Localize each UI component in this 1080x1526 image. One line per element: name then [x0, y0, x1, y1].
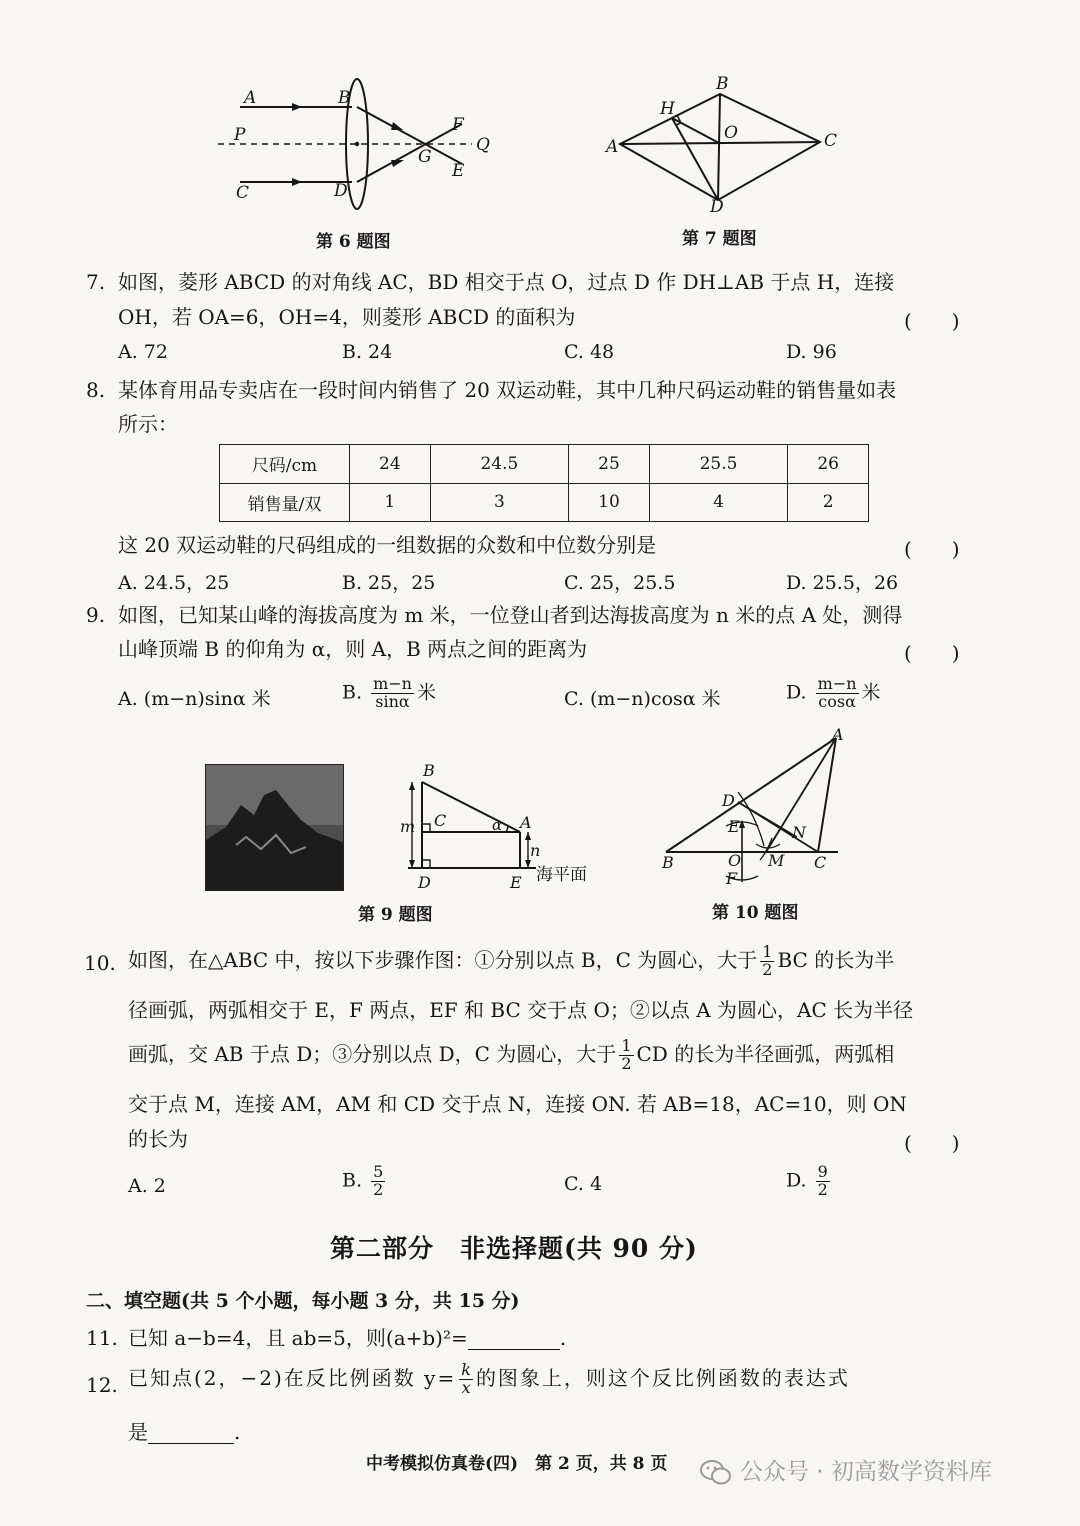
q10-line3-fraction	[619, 1038, 633, 1073]
fig10-label-f: F	[726, 869, 738, 888]
figure-6-caption: 第 6 题图	[316, 232, 391, 252]
table-cell: 2	[788, 483, 869, 522]
fig6-label-f: F	[452, 115, 464, 135]
q10-line1-start: 如图，在△ABC 中，按以下步骤作图：①分别以点 B，C 为圆心，大于	[128, 947, 758, 972]
q12-end: .	[234, 1420, 241, 1444]
q10-option-b	[342, 1164, 388, 1199]
q9-option-b-prefix: B.	[342, 681, 363, 704]
table-cell: 10	[569, 483, 650, 522]
fraction-denominator: 2	[373, 1179, 384, 1199]
fig9-label-c: C	[434, 811, 447, 830]
q8-option-b: B. 25，25	[342, 572, 436, 594]
q10-option-b-prefix: B.	[342, 1169, 363, 1192]
q10-text-line2: 径画弧，两弧相交于 E，F 两点，EF 和 BC 交于点 O；②以点 A 为圆心，AC 长为半径	[128, 998, 914, 1022]
mountain-photo	[205, 764, 344, 891]
q7-option-c: C. 48	[564, 341, 615, 363]
fig7-label-d: D	[710, 197, 724, 214]
q7-option-b: B. 24	[342, 341, 393, 363]
q9-option-d-prefix: D.	[786, 681, 807, 704]
q7-text-line1: 如图，菱形 ABCD 的对角线 AC，BD 相交于点 O，过点 D 作 DH⊥AB 于点 H，连接	[118, 270, 895, 294]
part-two-title: 第二部分 非选择题(共 90 分)	[330, 1234, 698, 1263]
fig6-label-q: Q	[476, 135, 490, 155]
q7-answer-paren: ( )	[904, 309, 960, 333]
fig10-label-c: C	[814, 853, 827, 872]
q9-option-c: C. (m−n)cosα 米	[564, 688, 721, 710]
q10-option-b-fraction	[371, 1164, 385, 1199]
q9-option-d	[786, 676, 881, 711]
fig9-label-a: A	[520, 813, 532, 832]
q10-number: 10.	[84, 951, 116, 975]
fraction-denominator: cosα	[818, 691, 856, 711]
q10-answer-paren: ( )	[904, 1131, 960, 1155]
q12-number: 12.	[86, 1373, 118, 1397]
q8-text-line2: 所示：	[118, 412, 178, 436]
table-cell: 4	[649, 483, 787, 522]
figure-7-caption: 第 7 题图	[682, 229, 757, 249]
q12-end-of-line: 的图象上，则这个反比例函数的表达式	[475, 1365, 850, 1390]
fraction-denominator: 2	[621, 1053, 632, 1073]
fig7-label-c: C	[824, 131, 838, 151]
fig10-label-o: O	[728, 851, 742, 870]
q11-end: .	[559, 1326, 567, 1350]
fig7-label-h: H	[660, 99, 675, 119]
q12-start: 已知点(2，−2)在反比例函数 y=	[128, 1365, 457, 1390]
q12-text-line2	[128, 1420, 240, 1444]
q11-question: 已知 a−b=4，且 ab=5，则(a+b)²=	[128, 1326, 468, 1350]
watermark-text: 公众号 · 初高数学资料库	[740, 1459, 992, 1485]
q7-option-d: D. 96	[786, 341, 837, 363]
table-cell: 1	[350, 483, 431, 522]
q10-text-line3	[128, 1038, 894, 1073]
q9-option-b-unit: 米	[416, 681, 436, 704]
table-cell: 25.5	[649, 445, 787, 484]
fig10-label-m: M	[768, 851, 785, 870]
fraction-numerator: 9	[817, 1162, 828, 1181]
fig10-label-a: A	[832, 726, 844, 744]
fig9-label-e: E	[510, 873, 522, 892]
fig6-label-g: G	[418, 147, 432, 167]
figure-10-caption: 第 10 题图	[712, 903, 799, 923]
q11-number: 11.	[86, 1326, 118, 1350]
q12-line2-start: 是	[128, 1420, 148, 1444]
fig6-label-c: C	[236, 183, 250, 203]
table-row	[220, 483, 869, 522]
q8-number: 8.	[86, 378, 106, 402]
q10-option-a: A. 2	[128, 1175, 166, 1197]
q8-answer-paren: ( )	[904, 537, 960, 561]
fig9-label-alpha: α	[492, 816, 503, 834]
q10-line1-fraction	[760, 944, 774, 979]
fig10-label-e: E	[728, 817, 740, 836]
q8-option-a: A. 24.5，25	[118, 572, 230, 594]
q8-text-line3: 这 20 双运动鞋的尺码组成的一组数据的众数和中位数分别是	[118, 533, 657, 557]
q8-option-d: D. 25.5，26	[786, 572, 899, 594]
q12-answer-blank[interactable]	[148, 1424, 234, 1444]
table-cell: 24.5	[430, 445, 568, 484]
table-header-size: 尺码/cm	[220, 445, 350, 484]
table-header-count: 销售量/双	[220, 483, 350, 522]
q9-option-d-fraction	[816, 676, 859, 711]
fraction-numerator: 1	[762, 942, 773, 961]
fraction-numerator: 1	[621, 1036, 632, 1055]
fig7-label-b: B	[716, 74, 729, 94]
q9-option-b-fraction	[371, 676, 414, 711]
q9-option-b	[342, 676, 436, 711]
figure-10-diagram	[656, 726, 866, 896]
q7-option-a: A. 72	[118, 341, 168, 363]
q7-text-line2: OH，若 OA=6，OH=4，则菱形 ABCD 的面积为	[118, 305, 576, 329]
q10-option-d-prefix: D.	[786, 1169, 807, 1192]
fraction-denominator: 2	[762, 959, 773, 979]
q9-option-d-unit: 米	[861, 681, 881, 704]
q10-text-line1	[128, 944, 894, 979]
fig6-label-b: B	[338, 88, 351, 108]
fig10-label-n: N	[792, 823, 806, 842]
fraction-numerator: k	[461, 1360, 471, 1379]
q10-line3-start: 画弧，交 AB 于点 D；③分别以点 D，C 为圆心，大于	[128, 1041, 617, 1066]
fig10-label-d: D	[722, 791, 735, 810]
fig6-label-p: P	[234, 125, 246, 145]
q12-fraction	[459, 1362, 473, 1397]
figure-7-diagram	[596, 72, 846, 214]
fraction-numerator: m−n	[817, 674, 857, 693]
figure-6-diagram	[210, 74, 510, 224]
q9-text-line1: 如图，已知某山峰的海拔高度为 m 米，一位登山者到达海拔高度为 n 米的点 A 处，测得	[118, 603, 903, 627]
fig10-label-b: B	[662, 853, 674, 872]
fraction-numerator: m−n	[373, 674, 412, 693]
fig6-label-e: E	[452, 161, 465, 181]
table-cell: 3	[430, 483, 568, 522]
table-cell: 26	[788, 445, 869, 484]
q10-line1-end: BC 的长为半	[777, 947, 895, 972]
fraction-numerator: 5	[373, 1162, 384, 1181]
q10-text-line5: 的长为	[128, 1127, 188, 1151]
fig9-label-m: m	[400, 817, 416, 836]
table-cell: 25	[569, 445, 650, 484]
fig9-label-n: n	[530, 841, 541, 860]
fraction-denominator: x	[461, 1377, 471, 1397]
q10-option-c: C. 4	[564, 1173, 603, 1195]
fig9-label-b: B	[423, 761, 435, 780]
fig6-label-a: A	[244, 88, 257, 108]
table-row	[220, 445, 869, 484]
figure-9-caption: 第 9 题图	[358, 905, 433, 925]
q10-option-d	[786, 1164, 833, 1199]
fraction-denominator: 2	[817, 1179, 828, 1199]
q12-text-line1	[128, 1362, 850, 1397]
sea-level-label: 海平面	[536, 865, 587, 885]
fig7-label-a: A	[606, 137, 619, 157]
fig6-label-d: D	[334, 181, 348, 201]
wechat-logo-icon	[700, 1459, 732, 1487]
fraction-denominator: sinα	[375, 691, 410, 711]
q8-text-line1: 某体育用品专卖店在一段时间内销售了 20 双运动鞋，其中几种尺码运动鞋的销售量如表	[118, 378, 897, 402]
shoe-sales-table	[219, 444, 869, 522]
q10-option-d-fraction	[816, 1164, 830, 1199]
table-cell: 24	[350, 445, 431, 484]
q10-text-line4: 交于点 M，连接 AM，AM 和 CD 交于点 N，连接 ON. 若 AB=18，AC=10，则 ON	[128, 1092, 907, 1116]
q11-text	[128, 1326, 566, 1350]
mountain-silhouette-image	[206, 765, 344, 891]
page-footer: 中考模拟仿真卷(四) 第 2 页，共 8 页	[366, 1454, 668, 1474]
q9-number: 9.	[86, 603, 106, 627]
q9-answer-paren: ( )	[904, 641, 960, 665]
fill-in-section-heading: 二、填空题(共 5 个小题，每小题 3 分，共 15 分)	[86, 1290, 520, 1312]
q7-number: 7.	[86, 270, 106, 294]
fig9-label-d: D	[418, 873, 431, 892]
q9-text-line2: 山峰顶端 B 的仰角为 α，则 A，B 两点之间的距离为	[118, 637, 588, 661]
q10-line3-end: CD 的长为半径画弧，两弧相	[636, 1041, 895, 1066]
q8-option-c: C. 25，25.5	[564, 572, 676, 594]
fig7-label-o: O	[724, 123, 738, 143]
q11-answer-blank[interactable]	[468, 1330, 560, 1350]
q9-option-a: A. (m−n)sinα 米	[118, 688, 271, 710]
